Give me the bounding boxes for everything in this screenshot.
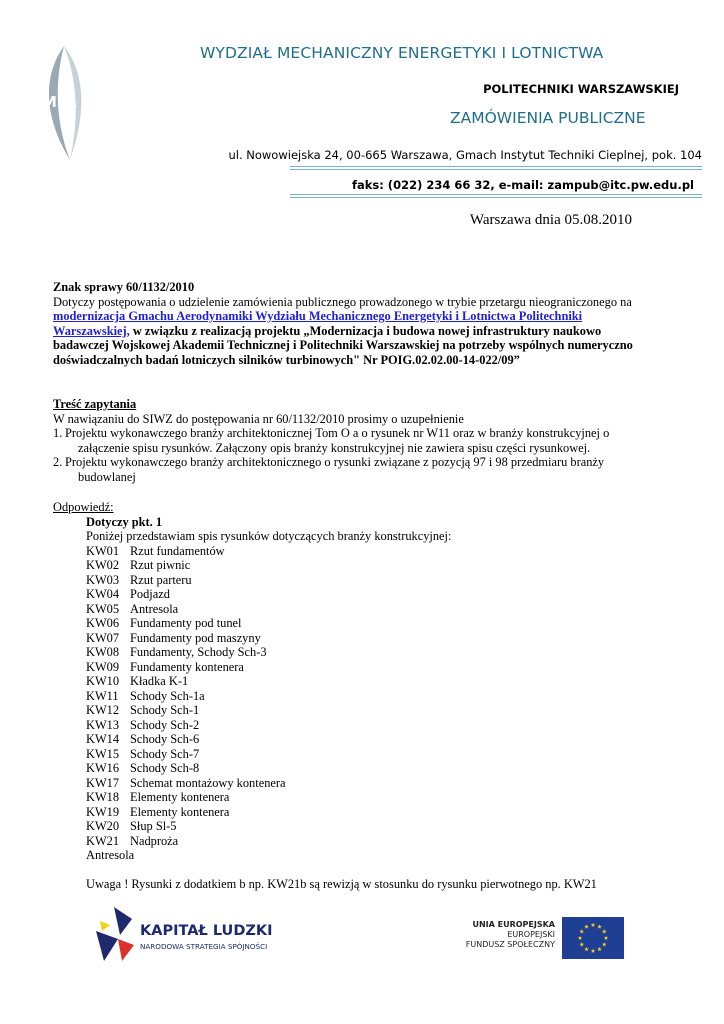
kl-title: KAPITAŁ LUDZKI [140,923,273,939]
drawing-name: Fundamenty, Schody Sch-3 [130,645,267,659]
drawing-row [86,805,673,820]
reference-intro: Dotyczy postępowania o udzielenie zamówienia publicznego prowadzonego w trybie przetargu nieograniczonego na [53,294,632,309]
drawing-row [86,718,673,733]
drawing-name: Rzut parteru [130,572,192,587]
university-title: POLITECHNIKI WARSZAWSKIEJ [483,82,679,96]
address: ul. Nowowiejska 24, 00-665 Warszawa, Gmach Instytut Techniki Cieplnej, pok. 104 [228,148,702,162]
answer-trailing: Antresola [86,848,135,862]
drawing-code: KW01 [86,543,120,558]
drawing-row [86,616,673,631]
mel-logo [34,44,90,162]
drawing-name: Nadproża [130,833,179,848]
drawing-name: Schody Sch-7 [130,746,200,761]
eu-flag-icon [562,917,624,959]
kapital-ludzki-logo [92,905,282,965]
answer-point: Dotyczy pkt. 1 [86,514,163,529]
reference-subject [53,309,673,324]
drawing-row [86,660,673,675]
drawing-name: Antresola [130,601,179,616]
drawing-code: KW04 [86,587,120,601]
drawing-name: Schody Sch-2 [130,717,200,732]
drawing-row [86,703,673,718]
drawing-code: KW16 [86,761,120,775]
drawing-name: Rzut piwnic [130,558,191,572]
drawing-row [86,544,673,559]
drawing-name: Schody Sch-1 [130,703,200,717]
divider [290,197,702,198]
drawing-name: Schody Sch-6 [130,732,200,746]
drawing-code: KW06 [86,616,120,630]
drawing-code: KW21 [86,833,120,848]
kl-subtitle: NARODOWA STRATEGIA SPÓJNOŚCI [140,942,268,951]
drawing-code: KW11 [86,688,119,703]
drawing-row [86,732,673,747]
drawing-code: KW03 [86,572,120,587]
drawing-code: KW02 [86,558,120,572]
query-item: 1. Projektu wykonawczego branży architektonicznej Tom O a o rysunek nr W11 oraz w branży konstrukcyjnej o załączenie spisu rysunków. Załączony opis branży konstrukcyjnej nie zawiera spisu części rysunkowej. [53,426,610,455]
query-list [53,426,673,484]
drawing-code: KW08 [86,645,120,659]
drawing-row [86,602,673,617]
document-date: Warszawa dnia 05.08.2010 [469,212,632,228]
document-body: Znak sprawy 60/1132/2010 Dotyczy postępowania o udzielenie zamówienia publicznego prowadzonego w trybie przetargu nieograniczonego na modernizacja Gmachu Aerodynamiki Wydziału Mechanicznego Energetyki i Lotnictwa Politechniki Warszawskiej, w związku z realizacją projektu „Modernizacja i budowa nowej infrastruktury naukowo badawczej Wojskowej Akademii Technicznej i Politechniki Warszawskiej na potrzeby wspólnych numeryczno doświadczalnych badań lotniczych silników turbinowych" Nr POIG.02.02.00-14-022/09” Treść zapytania W nawiązaniu do SIWZ do postępowania nr 60/1132/2010 prosimy o uzupełnienie 1. Projektu wykonawczego branży architektonicznej Tom O a o rysunek nr W11 oraz w branży konstrukcyjnej o załączenie spisu rysunków. Załączony opis branży konstrukcyjnej nie zawiera spisu części rysunkowej. 2. Projektu wykonawczego branży architektonicznego o rysunki związane z pozycją 97 i 98 przedmiaru branży budowlanej Odpowiedź: Dotyczy pkt. 1 Poniżej przedstawiam spis rysunków dotyczących branży konstrukcyjnej: KW01 Rzut fundamentów KW02 Rzut piwnic KW03 Rzut parteru KW04 Podjazd KW05 Antresola KW06 Fundamenty pod tunel KW07 Fundamenty pod maszyny KW08 Fundamenty, Schody Sch-3 KW09 Fundamenty kontenera KW10 Kładka K-1 KW11 Schody Sch-1a KW12 Schody Sch-1 KW13 Schody Sch-2 KW14 Schody Sch-6 KW15 Schody Sch-7 KW16 Schody Sch-8 KW17 Schemat montażowy kontenera KW18 Elementy kontenera KW19 Elementy kontenera KW20 Słup Sl-5 KW21 Nadproża Antresola Uwaga ! Rysunki z dodatkiem b np. KW21b są rewizją w stosunku do rysunku pierwotnego np. KW21 [53,280,673,891]
query-intro: W nawiązaniu do SIWZ do postępowania nr 60/1132/2010 prosimy o uzupełnienie [53,411,464,426]
drawing-row [86,834,673,849]
drawing-code: KW18 [86,790,120,804]
drawing-row [86,819,673,834]
drawing-code: KW10 [86,674,120,688]
drawing-name: Fundamenty pod maszyny [130,630,261,645]
drawing-list [53,544,673,849]
drawing-row [86,790,673,805]
drawing-name: Schemat montażowy kontenera [130,775,286,790]
drawing-row [86,573,673,588]
drawing-name: Podjazd [130,587,170,601]
subject-link[interactable]: modernizacja Gmachu Aerodynamiki Wydziału Mechanicznego Energetyki i Lotnictwa Politechniki [53,309,583,323]
drawing-name: Fundamenty kontenera [130,659,244,674]
drawing-code: KW19 [86,804,120,819]
drawing-code: KW17 [86,775,120,790]
faculty-title: WYDZIAŁ MECHANICZNY ENERGETYKI I LOTNICTWA [200,44,604,62]
divider [290,169,702,170]
department-title: ZAMÓWIENIA PUBLICZNE [450,109,646,127]
drawing-name: Schody Sch-1a [130,688,205,703]
drawing-name: Rzut fundamentów [130,543,225,558]
drawing-row [86,631,673,646]
drawing-code: KW15 [86,746,120,761]
drawing-name: Schody Sch-8 [130,761,200,775]
drawing-row [86,747,673,762]
query-heading: Treść zapytania [53,397,137,411]
drawing-code: KW05 [86,601,120,616]
project-line: badawczej Wojskowej Akademii Technicznej i Politechniki Warszawskiej na potrzeby wspólnych numeryczno [53,338,633,352]
drawing-code: KW13 [86,717,120,732]
drawing-name: Elementy kontenera [130,804,230,819]
drawing-row [86,761,673,776]
drawing-name: Kładka K-1 [130,674,189,688]
drawing-name: Fundamenty pod tunel [130,616,242,630]
drawing-row [86,776,673,791]
answer-heading: Odpowiedź: [53,500,114,514]
drawing-row [86,587,673,602]
answer-note: Uwaga ! Rysunki z dodatkiem b np. KW21b są rewizją w stosunku do rysunku pierwotnego np. KW21 [86,876,597,891]
query-item: 2. Projektu wykonawczego branży architektonicznego o rysunki związane z pozycją 97 i 98 przedmiaru branży budowlanej [53,455,605,484]
svg-text:MEL: MEL [42,93,77,111]
contact-info: faks: (022) 234 66 32, e-mail: zampub@itc.pw.edu.pl [351,178,694,192]
divider [290,166,702,167]
project-line: doświadczalnych badań lotniczych silników turbinowych" Nr POIG.02.02.00-14-022/09” [53,352,520,367]
divider [290,194,702,195]
drawing-name: Słup Sl-5 [130,819,177,833]
answer-intro: Poniżej przedstawiam spis rysunków dotyczących branży konstrukcyjnej: [86,529,452,543]
case-number: Znak sprawy 60/1132/2010 [53,280,195,294]
drawing-code: KW07 [86,630,120,645]
drawing-row [86,558,673,573]
drawing-row [86,674,673,689]
drawing-code: KW14 [86,732,120,746]
drawing-code: KW09 [86,659,120,674]
drawing-row [86,689,673,704]
drawing-code: KW12 [86,703,120,717]
drawing-code: KW20 [86,819,120,833]
drawing-name: Elementy kontenera [130,790,230,804]
subject-link-cont[interactable]: Warszawskiej, [53,323,130,338]
eu-fund-text: UNIA EUROPEJSKA EUROPEJSKI FUNDUSZ SPOŁECZNY [465,920,555,949]
drawing-row [86,645,673,660]
kl-emblem-icon [92,905,136,963]
